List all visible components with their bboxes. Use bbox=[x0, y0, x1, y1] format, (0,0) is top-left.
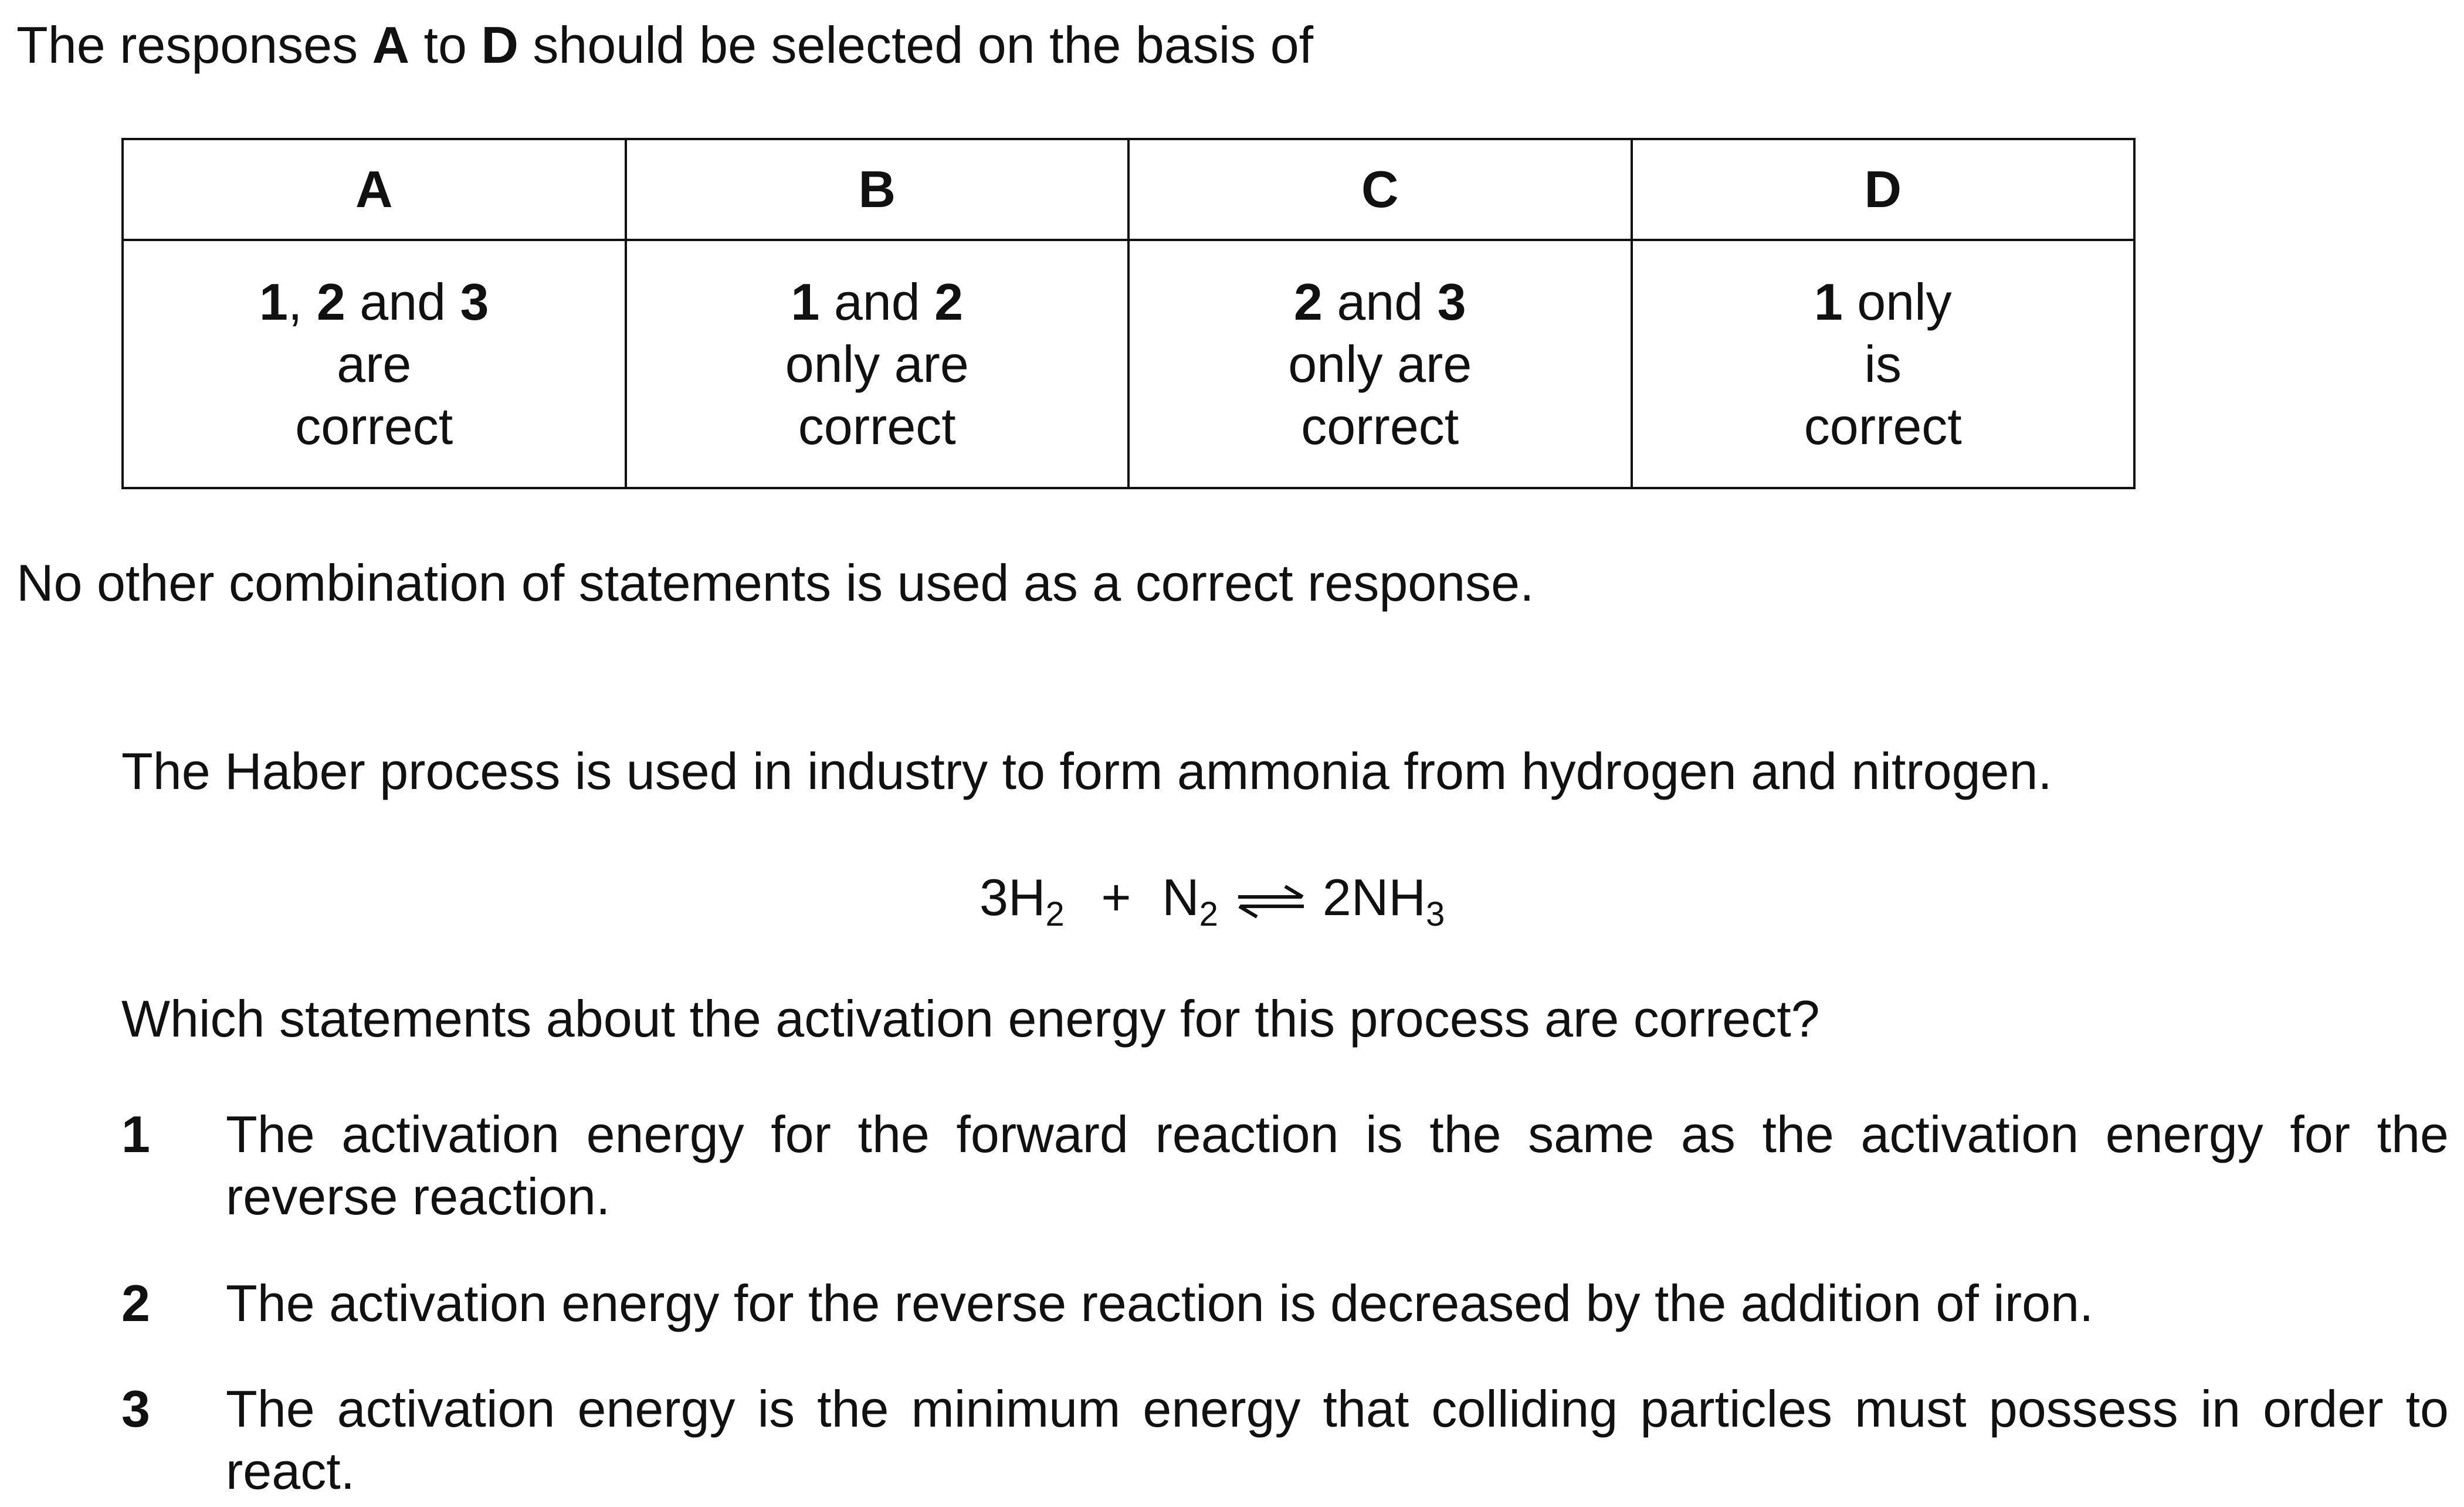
key-cell-d bbox=[1632, 240, 2135, 488]
key-cell-a bbox=[123, 240, 626, 488]
key-c-num-2: 3 bbox=[1437, 272, 1466, 331]
note-text: No other combination of statements is used as a correct response. bbox=[16, 554, 1534, 612]
equilibrium-arrow-icon bbox=[1236, 872, 1306, 931]
haber-equation bbox=[980, 868, 1445, 931]
key-d-line-3: correct bbox=[1804, 397, 1962, 455]
key-header-a: A bbox=[123, 139, 626, 240]
key-d-num-1: 1 bbox=[1814, 272, 1843, 331]
question-context: The Haber process is used in industry to form ammonia from hydrogen and nitrogen. bbox=[121, 742, 2052, 800]
key-a-num-1: 1 bbox=[259, 272, 288, 331]
key-table-header-row bbox=[123, 139, 2134, 240]
key-a-num-2: 2 bbox=[316, 272, 345, 331]
intro-part-1: The responses bbox=[16, 16, 372, 74]
key-a-line-2: are bbox=[337, 334, 412, 393]
statement-text-1: The activation energy for the forward reaction is the same as the activation energy for the reverse reaction. bbox=[226, 1105, 2449, 1225]
equation-nitrogen-subscript: 2 bbox=[1199, 895, 1218, 933]
key-a-num-3: 3 bbox=[460, 272, 489, 331]
statement-number-3: 3 bbox=[121, 1380, 150, 1438]
statement-number-1: 1 bbox=[121, 1105, 150, 1163]
intro-part-2: to bbox=[409, 16, 482, 74]
key-a-sep-2: and bbox=[345, 272, 460, 331]
equation-plus: + bbox=[1101, 868, 1131, 926]
key-b-num-2: 2 bbox=[934, 272, 964, 331]
statement-text-3: The activation energy is the minimum energy that colliding particles must possess in order to react. bbox=[226, 1380, 2449, 1500]
question-prompt: Which statements about the activation energy for this process are correct? bbox=[121, 990, 1820, 1048]
key-b-num-1: 1 bbox=[791, 272, 820, 331]
statement-text-2: The activation energy for the reverse reaction is decreased by the addition of iron. bbox=[226, 1274, 2094, 1332]
key-cell-c bbox=[1128, 240, 1632, 488]
key-a-line-3: correct bbox=[295, 397, 453, 455]
key-d-line-2: is bbox=[1864, 334, 1902, 393]
key-header-b: B bbox=[626, 139, 1129, 240]
key-b-line-3: correct bbox=[798, 397, 956, 455]
key-a-sep-1: , bbox=[287, 272, 317, 331]
key-c-num-1: 2 bbox=[1293, 272, 1323, 331]
key-cell-b bbox=[626, 240, 1129, 488]
key-b-line-2: only are bbox=[785, 334, 969, 393]
key-b-sep-1: and bbox=[819, 272, 935, 331]
response-key-table bbox=[121, 138, 2136, 489]
equation-ammonia-subscript: 3 bbox=[1425, 895, 1445, 933]
intro-letter-a: A bbox=[372, 16, 410, 74]
intro-text bbox=[16, 16, 1313, 74]
statement-number-2: 2 bbox=[121, 1274, 150, 1332]
equation-product-ammonia: 2NH bbox=[1322, 868, 1426, 926]
key-c-line-2: only are bbox=[1288, 334, 1472, 393]
key-header-c: C bbox=[1128, 139, 1632, 240]
intro-part-3: should be selected on the basis of bbox=[518, 16, 1314, 74]
key-d-sep-1: only bbox=[1842, 272, 1952, 331]
equation-hydrogen-subscript: 2 bbox=[1045, 895, 1065, 933]
key-c-line-3: correct bbox=[1301, 397, 1459, 455]
key-c-sep-1: and bbox=[1322, 272, 1438, 331]
intro-letter-d: D bbox=[481, 16, 518, 74]
key-header-d: D bbox=[1632, 139, 2135, 240]
key-table-body-row bbox=[123, 240, 2134, 488]
equation-reactant-hydrogen: 3H bbox=[980, 868, 1046, 926]
equation-reactant-nitrogen: N bbox=[1162, 868, 1199, 926]
